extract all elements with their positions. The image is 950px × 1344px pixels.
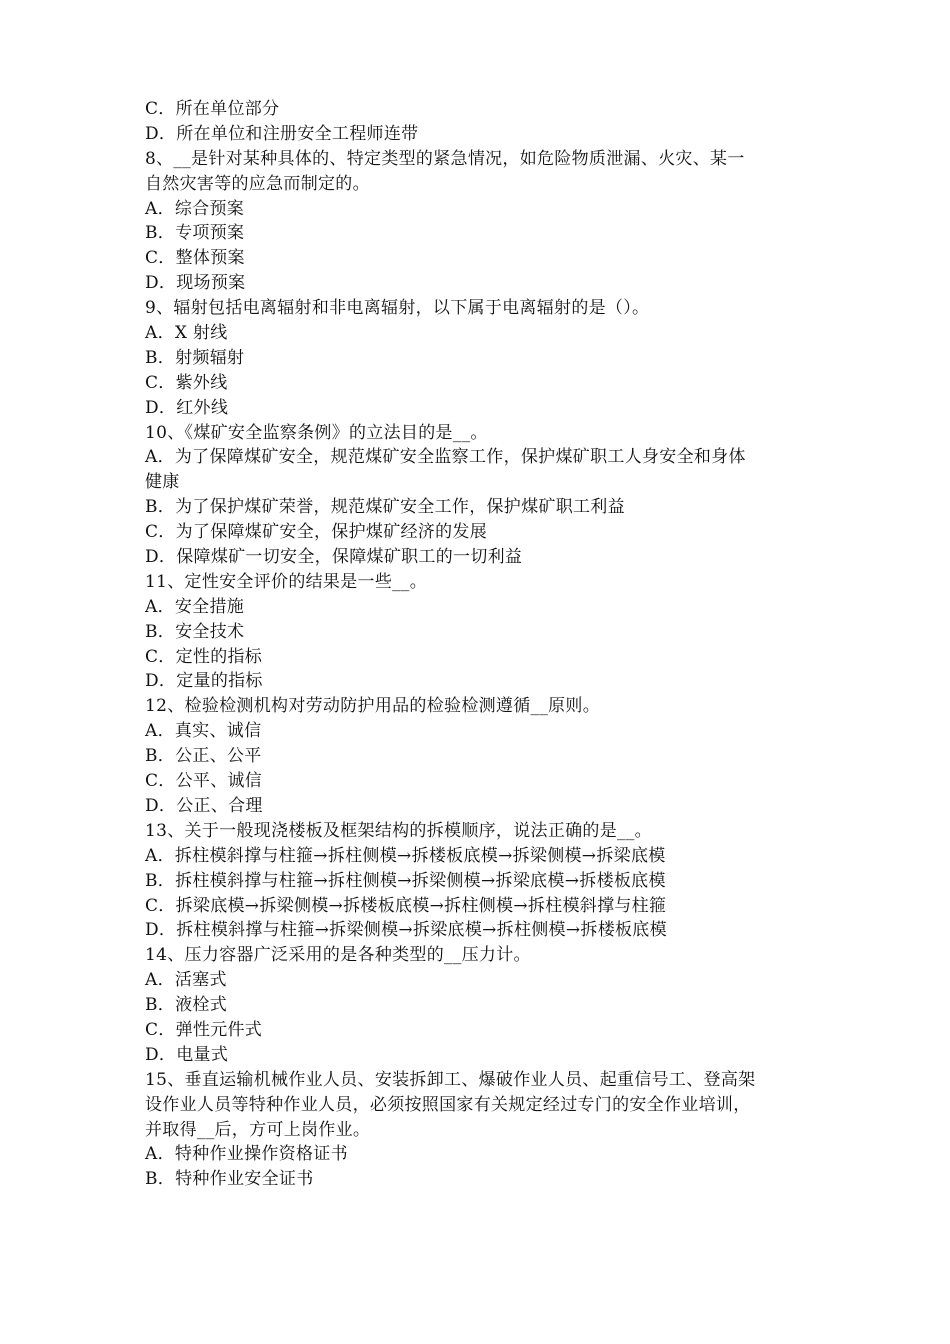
text-line: A．为了保障煤矿安全，规范煤矿安全监察工作，保护煤矿职工人身安全和身体 (145, 447, 746, 468)
text-line: B．拆柱模斜撑与柱箍→拆柱侧模→拆梁侧模→拆梁底模→拆楼板底模 (145, 870, 666, 891)
text-line: 自然灾害等的应急而制定的。 (145, 173, 370, 194)
text-line: C．定性的指标 (145, 646, 263, 667)
text-line: A．拆柱模斜撑与柱箍→拆柱侧模→拆楼板底模→拆梁侧模→拆梁底模 (145, 845, 666, 866)
text-line: C．为了保障煤矿安全，保护煤矿经济的发展 (145, 522, 488, 543)
text-line: D．定量的指标 (145, 671, 263, 692)
text-line: B．射频辐射 (145, 347, 245, 368)
text-line: B．为了保护煤矿荣誉，规范煤矿安全工作，保护煤矿职工利益 (145, 497, 625, 518)
text-line: D．保障煤矿一切安全，保障煤矿职工的一切利益 (145, 547, 523, 568)
text-line: A．安全措施 (145, 596, 245, 617)
text-line: 15、垂直运输机械作业人员、安装拆卸工、爆破作业人员、起重信号工、登高架 (145, 1069, 756, 1090)
text-line: D．电量式 (145, 1044, 229, 1065)
text-line: 10、《煤矿安全监察条例》的立法目的是__。 (145, 422, 488, 443)
text-line: D．现场预案 (145, 273, 246, 294)
text-line: 9、辐射包括电离辐射和非电离辐射，以下属于电离辐射的是（）。 (145, 298, 650, 319)
text-line: D．红外线 (145, 397, 229, 418)
text-line: D．所在单位和注册安全工程师连带 (145, 123, 419, 144)
text-line: 14、压力容器广泛采用的是各种类型的__压力计。 (145, 945, 531, 966)
text-line: 健康 (145, 472, 180, 493)
text-line: 8、__是针对某种具体的、特定类型的紧急情况，如危险物质泄漏、火灾、某一 (145, 148, 745, 169)
text-line: C．拆梁底模→拆梁侧模→拆楼板底模→拆柱侧模→拆柱模斜撑与柱箍 (145, 895, 667, 916)
text-line: 11、定性安全评价的结果是一些__。 (145, 571, 428, 592)
text-line: A．综合预案 (145, 198, 245, 219)
text-line: C．紫外线 (145, 372, 228, 393)
document-body (145, 97, 825, 1192)
text-line: 并取得__后，方可上岗作业。 (145, 1119, 371, 1140)
text-line: B．公正、公平 (145, 746, 262, 767)
text-line: B．特种作业安全证书 (145, 1169, 314, 1190)
text-line: B．液栓式 (145, 995, 227, 1016)
text-line: D．拆柱模斜撑与柱箍→拆梁侧模→拆梁底模→拆柱侧模→拆楼板底模 (145, 920, 667, 941)
text-line: 12、检验检测机构对劳动防护用品的检验检测遵循__原则。 (145, 696, 601, 717)
text-line: C．所在单位部分 (145, 99, 280, 119)
text-line: D．公正、合理 (145, 795, 263, 816)
text-line: C．弹性元件式 (145, 1019, 263, 1040)
text-line: B．安全技术 (145, 621, 245, 642)
text-line: A．真实、诚信 (145, 721, 262, 742)
text-line: C．公平、诚信 (145, 771, 263, 792)
text-line: B．专项预案 (145, 223, 245, 244)
text-line: A．活塞式 (145, 970, 227, 991)
text-line: A．X 射线 (145, 323, 228, 344)
text-line: A．特种作业操作资格证书 (145, 1144, 348, 1165)
text-line: 设作业人员等特种作业人员，必须按照国家有关规定经过专门的安全作业培训， (145, 1094, 751, 1115)
text-line: 13、关于一般现浇楼板及框架结构的拆模顺序，说法正确的是__。 (145, 820, 652, 841)
text-line: C．整体预案 (145, 248, 245, 269)
